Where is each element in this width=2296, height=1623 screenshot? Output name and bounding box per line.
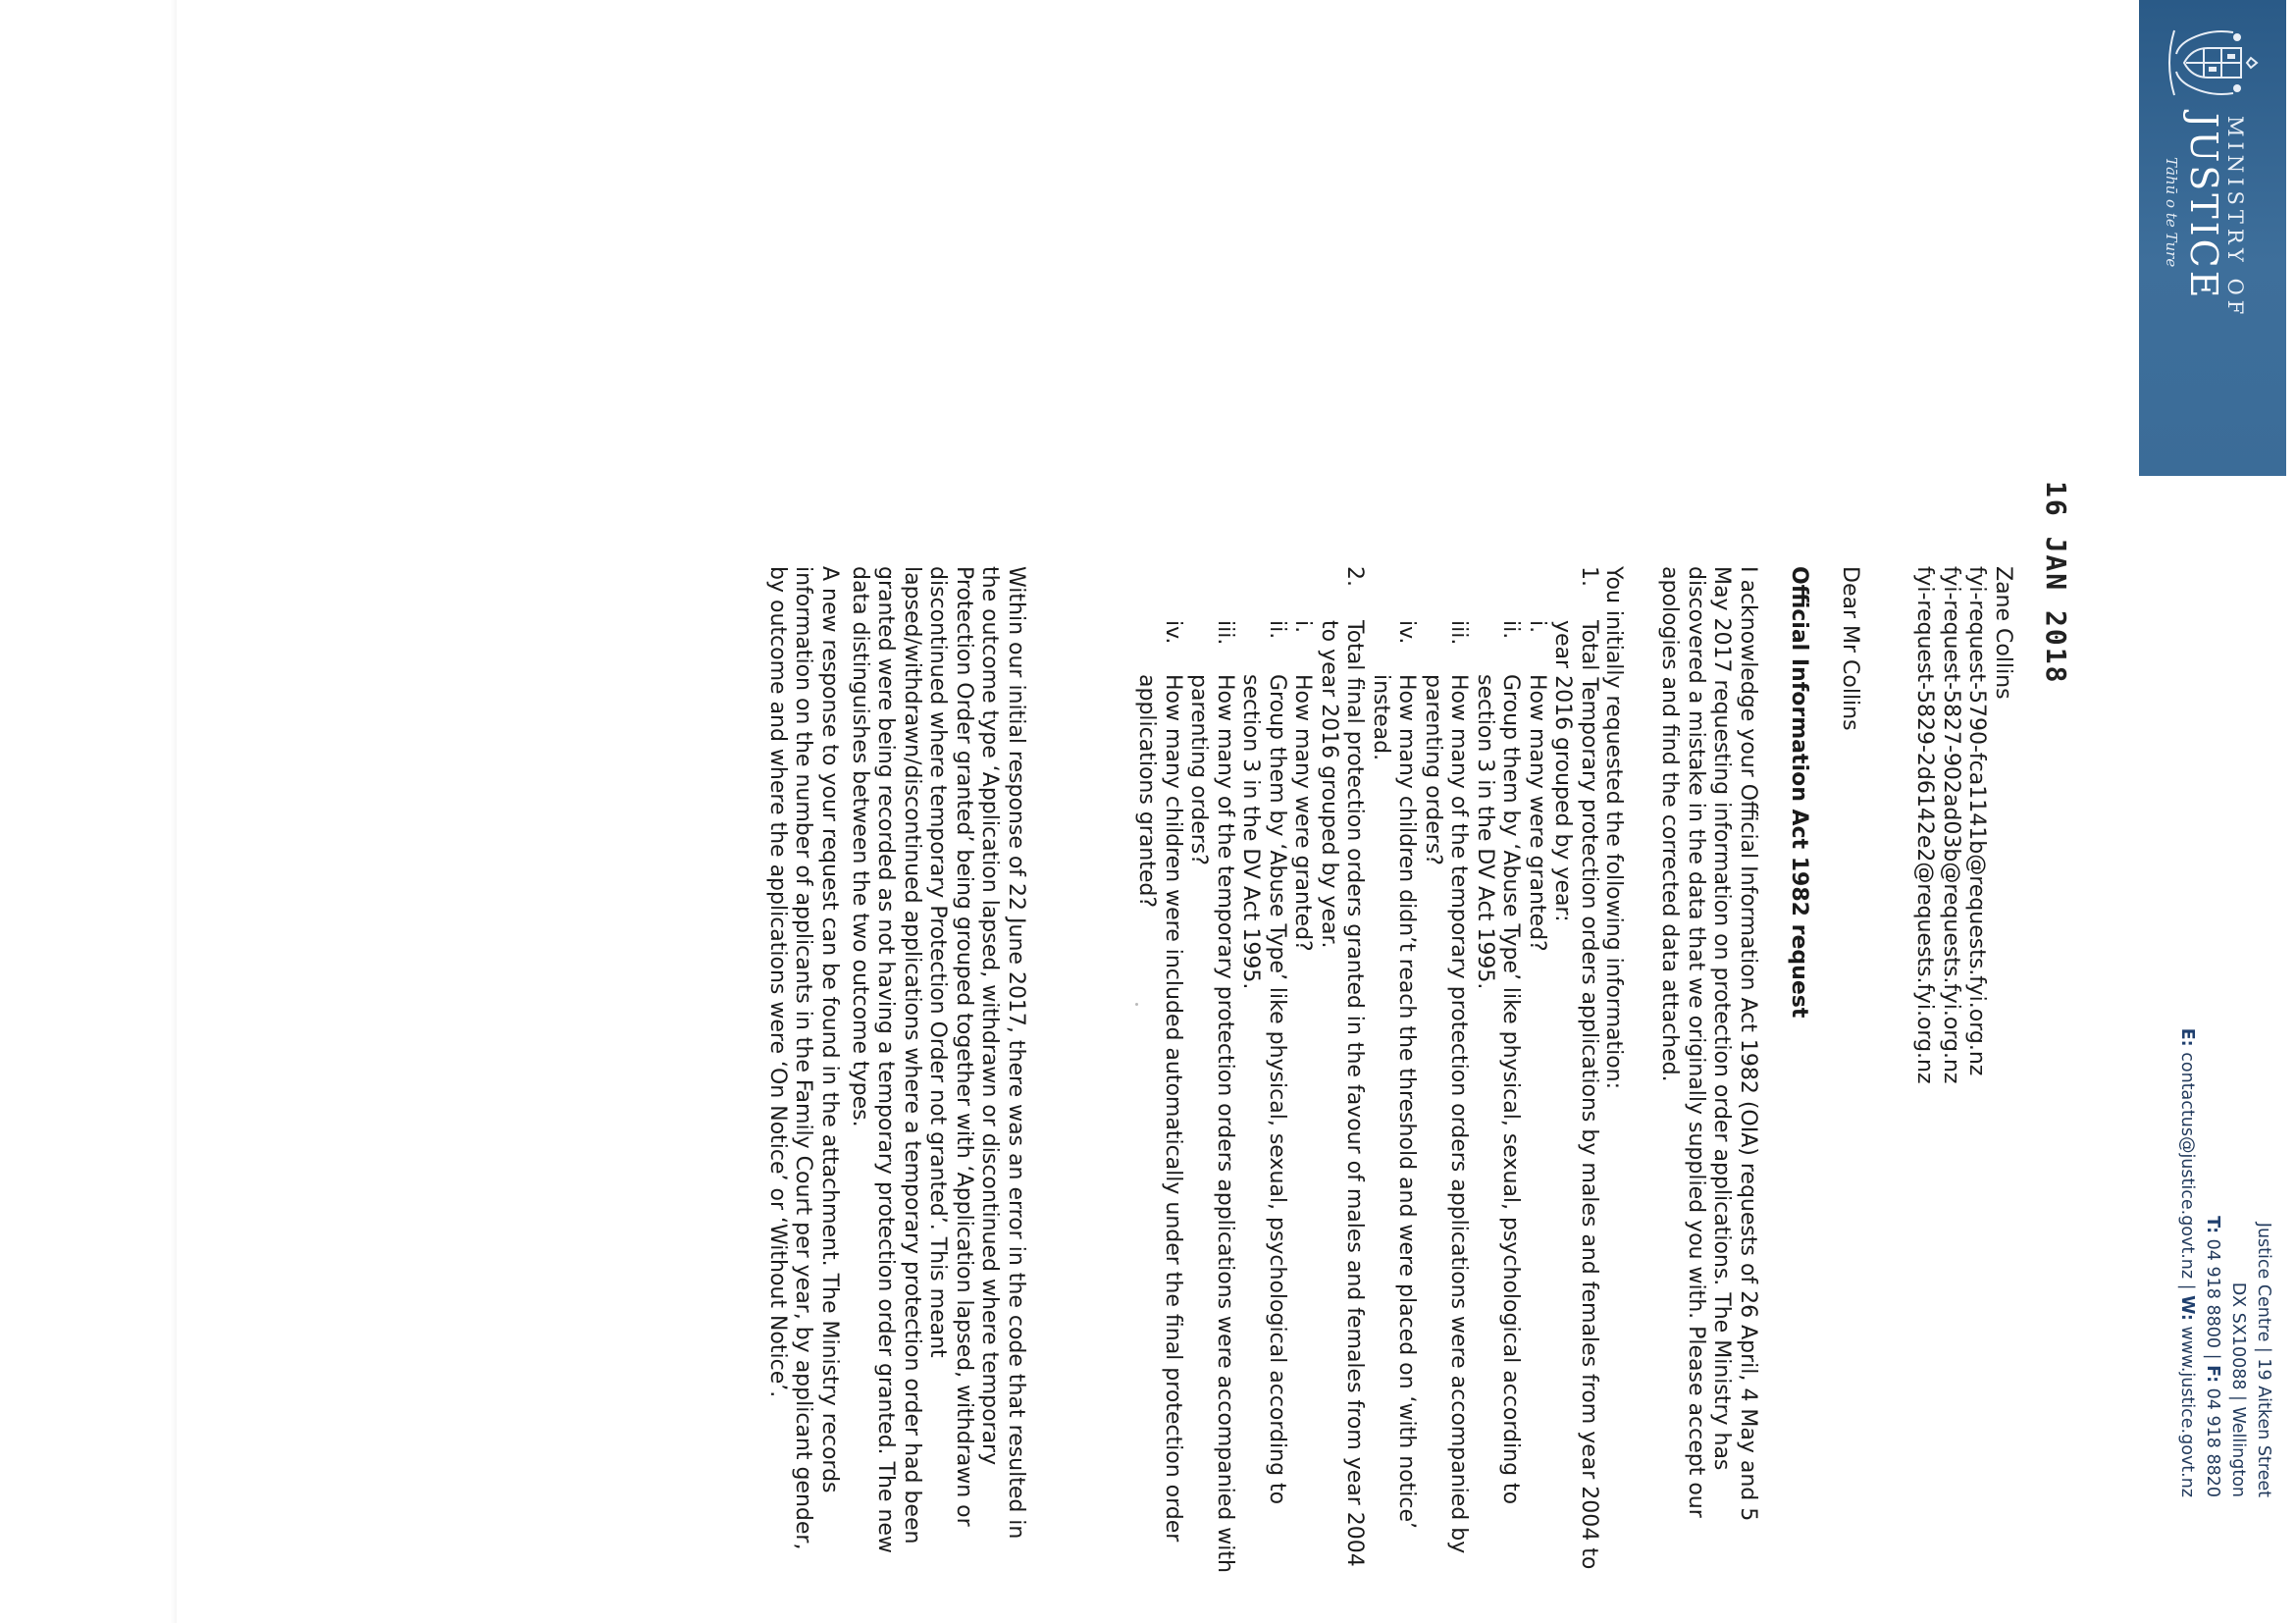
item-number: 2. — [1342, 566, 1368, 587]
sub-text: Group them by ‘Abuse Type’ like physical, sexual, psychological according to section 3 in the DV Act 1995. — [1473, 674, 1524, 1505]
phone-number: 04 918 8800 — [2203, 1238, 2222, 1349]
sub-list — [1133, 620, 1316, 1587]
sub-text: How many of the temporary protection orders applications were accompanied by parenting orders? — [1421, 674, 1472, 1554]
fax-label: F: — [2203, 1365, 2222, 1384]
sub-text: How many were granted? — [1525, 674, 1549, 952]
recipient-email: fyi-request-5827-902ad03b@requests.fyi.org.nz — [1939, 566, 1963, 1084]
item-number: 1. — [1577, 566, 1601, 587]
sub-item — [1524, 620, 1550, 1587]
subject-heading: Official Information Act 1982 request — [1787, 566, 1811, 1019]
salutation: Dear Mr Collins — [1838, 566, 1862, 731]
sub-numeral: ii. — [1265, 620, 1289, 640]
sub-item — [1420, 620, 1472, 1587]
contact-email: contactus@justice.govt.nz — [2177, 1052, 2197, 1280]
recipient-name: Zane Collins — [1991, 566, 2015, 700]
sub-numeral: i. — [1290, 620, 1316, 634]
acknowledgement-paragraph: I acknowledge your Official Information Act 1982 (OIA) requests of 26 April, 4 May and 5 May 2017 requesting information on protection order applications. The Ministry has discovered a mistake in the data that we originally supplied you with. Please accept our apologies and find the corrected data attached. — [1657, 566, 1760, 1522]
sub-numeral: ii. — [1498, 620, 1524, 640]
sub-item — [1368, 620, 1420, 1587]
date-stamp: 16 JAN 2018 — [2040, 481, 2072, 685]
address-line-1: Justice Centre | 19 Aitken Street — [2254, 1222, 2273, 1497]
web-label: W: — [2177, 1295, 2197, 1321]
phone-fax-line — [2200, 987, 2225, 1497]
sub-item — [1133, 620, 1185, 1587]
scan-edge-shadow — [171, 0, 177, 1623]
sub-item — [1237, 620, 1289, 1587]
tagline: Tāhū o te Ture — [2163, 157, 2180, 268]
sub-text: How many were granted? — [1290, 674, 1316, 952]
sub-text: Group them by ‘Abuse Type’ like physical, sexual, psychological according to section 3 in the DV Act 1995. — [1238, 674, 1289, 1505]
sub-item — [1185, 620, 1237, 1587]
ministry-of-text: MINISTRY OF — [2223, 116, 2247, 320]
website: www.justice.govt.nz — [2177, 1326, 2197, 1497]
sub-item — [1472, 620, 1524, 1587]
list-item — [1133, 566, 1368, 1587]
sub-item — [1289, 620, 1316, 1587]
contact-block — [2174, 987, 2276, 1497]
recipient-block — [1911, 566, 2015, 1084]
separator: | — [2203, 1353, 2222, 1360]
sub-numeral: iii. — [1213, 620, 1237, 646]
list-item — [1368, 566, 1602, 1587]
sub-list — [1368, 620, 1550, 1587]
justice-wordmark: JUSTICE — [2182, 113, 2225, 301]
error-explanation-paragraph: Within our initial response of 22 June 2017, there was an error in the code that resulted in the outcome type ‘Application lapsed, withdrawn or discontinued where temporary Protection Order granted’ being grouped together with ‘Application lapsed, withdrawn or discontinued where temporary Protection Order not granted’. This meant lapsed/withdrawn/discontinued applications where a temporary protection order had been granted were being recorded as not having a temporary protection order granted. The new data distinguishes between the two outcome types. — [848, 566, 1028, 1553]
recipient-email: fyi-request-5829-2d6142e2@requests.fyi.org.nz — [1912, 566, 1938, 1084]
email-label: E: — [2177, 1027, 2197, 1047]
separator: | — [2177, 1283, 2197, 1290]
phone-label: T: — [2203, 1216, 2222, 1234]
item-text: Total final protection orders granted in the favour of males and females from year 2004 to year 2016 grouped by year. — [1317, 620, 1368, 1567]
sub-text: How many children didn’t reach the threshold and were placed on ‘with notice’ instead. — [1369, 674, 1420, 1529]
request-list — [1133, 566, 1601, 1587]
item-text: Total Temporary protection orders applications by males and females from year 2004 to year 2016 grouped by year: — [1550, 620, 1601, 1570]
letterhead-band — [2139, 0, 2286, 476]
sub-numeral: iii. — [1446, 620, 1472, 646]
sub-numeral: iv. — [1394, 620, 1420, 645]
fax-number: 04 918 8820 — [2203, 1387, 2222, 1497]
coat-of-arms-icon — [2166, 25, 2261, 101]
sub-numeral: i. — [1525, 620, 1549, 634]
intro-paragraph: You initially requested the following information: — [1601, 566, 1626, 1090]
sub-text: How many children were included automatically under the final protection order applications granted? — [1134, 674, 1185, 1543]
sub-numeral: iv. — [1161, 620, 1185, 645]
address-line-2: DX SX10088 | Wellington — [2228, 1282, 2248, 1497]
response-paragraph: A new response to your request can be found in the attachment. The Ministry records information on the number of applicants in the Family Court per year, by applicant gender, by outcome and where the applications were ‘On Notice’ or ‘Without Notice’. — [765, 566, 842, 1550]
recipient-email: fyi-request-5790-fca1141b@requests.fyi.org.nz — [1964, 566, 1990, 1076]
sub-text: How many of the temporary protection orders applications were accompanied with parenting orders? — [1186, 674, 1237, 1573]
email-web-line — [2174, 987, 2200, 1497]
scan-speck — [1135, 1003, 1138, 1006]
